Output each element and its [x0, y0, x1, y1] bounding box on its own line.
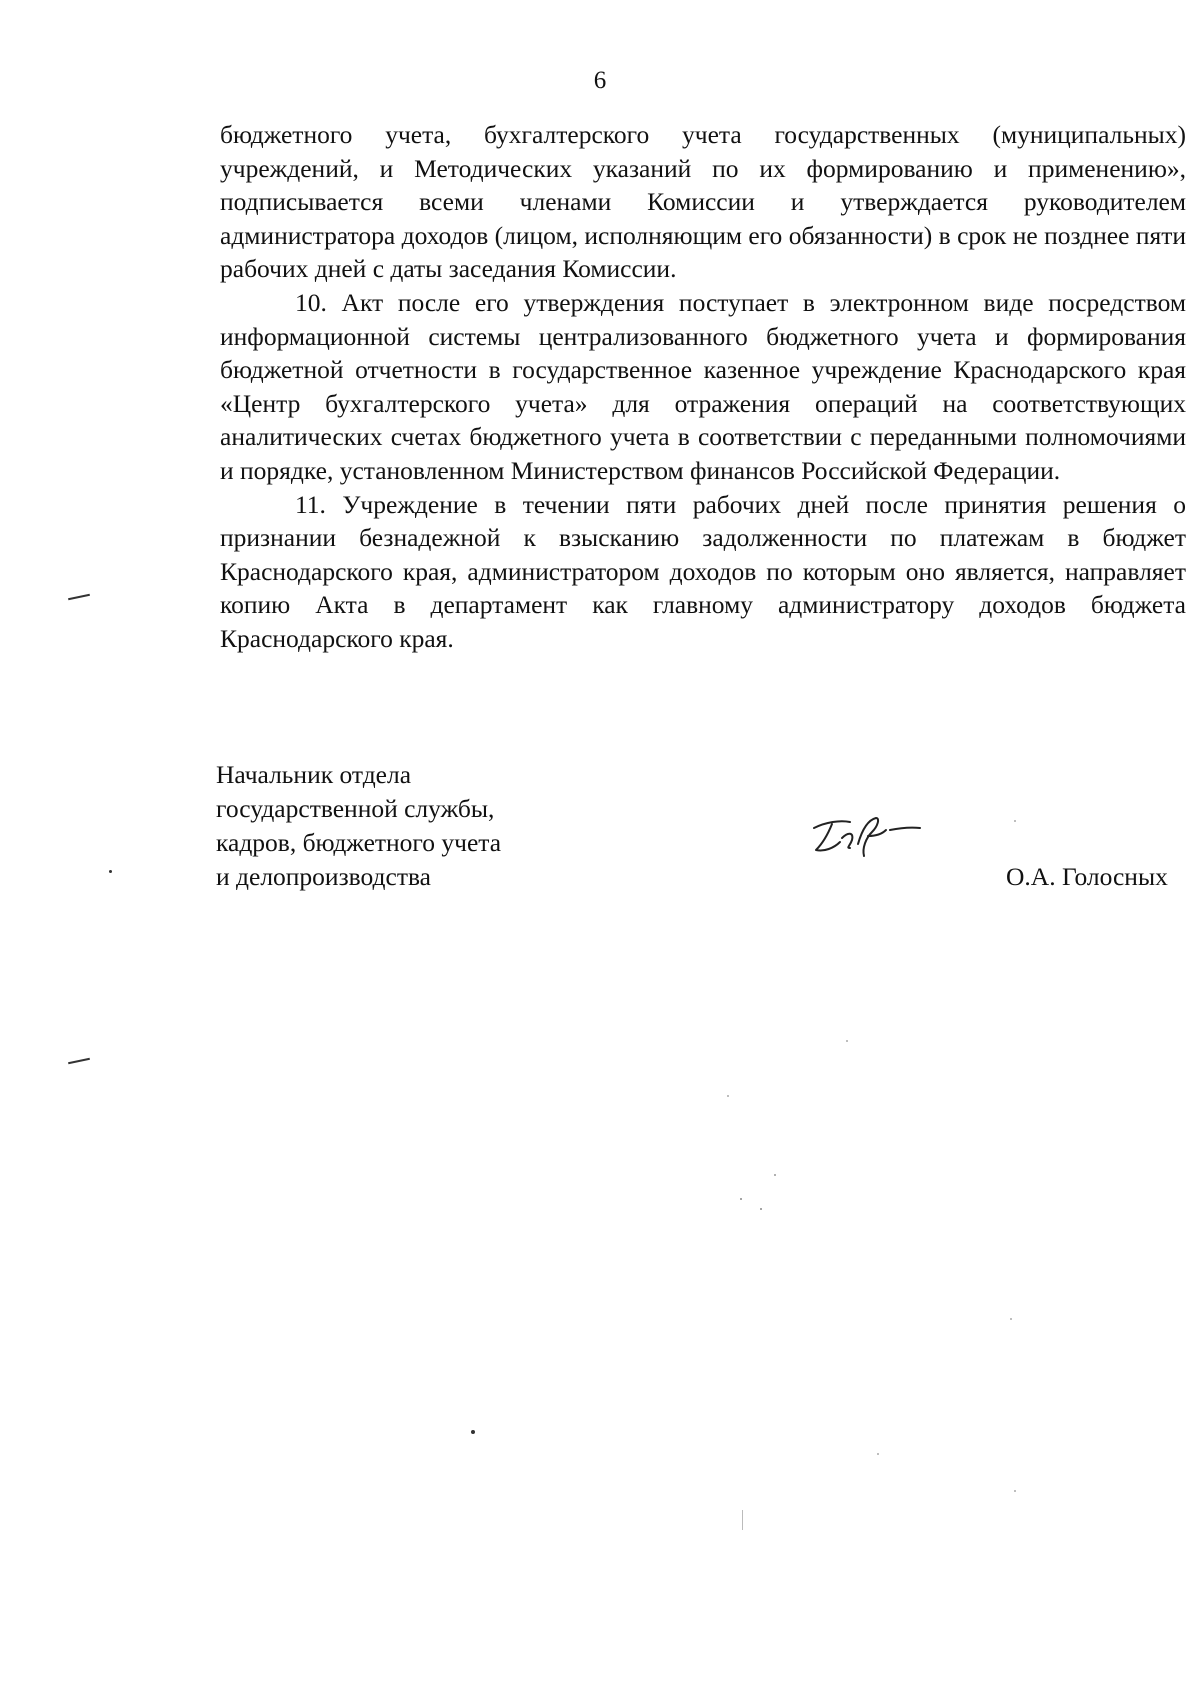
scan-artifact: [471, 1430, 475, 1434]
scan-artifact: [774, 1174, 776, 1176]
scan-artifact: [760, 1208, 762, 1210]
scan-artifact: [1010, 1318, 1012, 1320]
paragraph-10: 10. Акт после его утверждения поступает в электронном виде посредством информационной системы централизованного бюджетного учета и формирования бюджетной отчетности в государственное казенное учреждение Краснодарского края «Центр бухгалтерского учета» для отражения операций на соответствующих аналитических счетах бюджетного учета в соответствии с переданными полномочиями и порядке, установленном Министерством финансов Российской Федерации.: [220, 287, 1186, 485]
paragraph-continuation: бюджетного учета, бухгалтерского учета государственных (муниципальных) учреждений, и Методических указаний по их формированию и применению», подписывается всеми членами Комиссии и утверждается руководителем администратора доходов (лицом, исполняющим его обязанности) в срок не позднее пяти рабочих дней с даты заседания Комиссии.: [220, 120, 1186, 284]
scan-artifact: [877, 1453, 879, 1455]
signer-name: О.А. Голосных: [1006, 862, 1168, 891]
document-body: [220, 118, 1186, 656]
signer-position: [216, 758, 501, 894]
signer-position-line: кадров, бюджетного учета: [216, 828, 502, 857]
scan-artifact: [740, 1198, 742, 1200]
scan-artifact: [727, 1095, 729, 1097]
signer-position-line: Начальник отдела: [216, 760, 412, 789]
scan-artifact: [68, 1058, 90, 1065]
scan-artifact: [109, 870, 112, 873]
scan-artifact: [742, 1510, 743, 1530]
scan-artifact: [846, 1040, 848, 1042]
scan-artifact: [1014, 1490, 1016, 1492]
signer-position-line: и делопроизводства: [216, 862, 431, 891]
signer-position-line: государственной службы,: [216, 794, 495, 823]
page-number: 6: [593, 67, 607, 94]
paragraph-11: 11. Учреждение в течении пяти рабочих дней после принятия решения о признании безнадежной к взысканию задолженности по платежам в бюджет Краснодарского края, администратором доходов по которым оно является, направляет копию Акта в департамент как главному администратору доходов бюджета Краснодарского края.: [220, 489, 1186, 653]
scan-artifact: [1014, 820, 1016, 822]
scan-artifact: [68, 594, 90, 601]
handwritten-signature-icon: [806, 808, 926, 866]
signature-block: [216, 758, 1186, 908]
